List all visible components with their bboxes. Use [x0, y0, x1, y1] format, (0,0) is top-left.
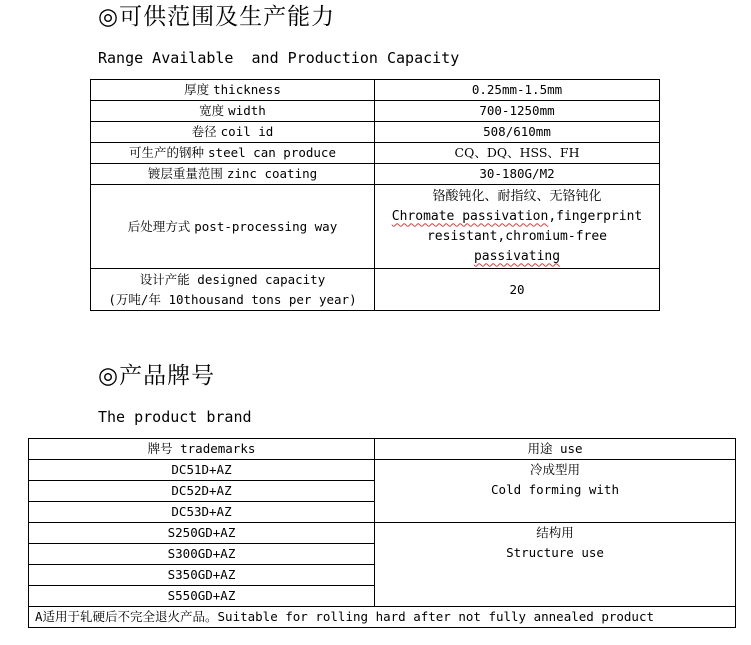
value-en-line3: passivating: [473, 248, 561, 264]
header-use: 用途 use: [375, 439, 736, 460]
use-en: Structure use: [506, 545, 604, 560]
row-value: 20: [375, 269, 660, 311]
value-cn: 铬酸钝化、耐指纹、无铬钝化: [432, 188, 602, 204]
table-row: [29, 523, 736, 544]
trademark-cell: S300GD+AZ: [29, 544, 375, 565]
use-cn: 结构用: [536, 525, 574, 540]
row-value: [375, 185, 660, 269]
value-en-line2: resistant,chromium-free: [426, 228, 607, 244]
range-capacity-table: [90, 79, 660, 311]
row-label: 镀层重量范围 zinc coating: [91, 164, 375, 185]
table-note: A适用于轧硬后不完全退火产品。Suitable for rolling hard after not fully annealed product: [29, 607, 736, 628]
row-value: 700-1250mm: [375, 101, 660, 122]
table-row: [91, 185, 660, 269]
use-en: Cold forming with: [491, 482, 619, 497]
table-row: [91, 269, 660, 311]
section-subheading-brand: The product brand: [98, 408, 252, 426]
row-label: [91, 269, 375, 311]
section-heading-range: ◎可供范围及生产能力: [98, 4, 336, 30]
trademark-cell: S550GD+AZ: [29, 586, 375, 607]
header-trademarks: 牌号 trademarks: [29, 439, 375, 460]
table-row: [29, 460, 736, 481]
trademark-cell: S350GD+AZ: [29, 565, 375, 586]
use-cell-cold: [375, 460, 736, 523]
trademark-cell: DC51D+AZ: [29, 460, 375, 481]
use-cn: 冷成型用: [529, 462, 580, 477]
product-brand-table: [28, 438, 736, 628]
row-value: 0.25mm-1.5mm: [375, 80, 660, 101]
trademark-cell: DC53D+AZ: [29, 502, 375, 523]
table-row: [91, 122, 660, 143]
row-label: 厚度 thickness: [91, 80, 375, 101]
table-row: [91, 80, 660, 101]
row-label: 后处理方式 post-processing way: [91, 185, 375, 269]
row-label: 可生产的钢种 steel can produce: [91, 143, 375, 164]
table-row: [91, 164, 660, 185]
table-row: [91, 143, 660, 164]
section-subheading-range: Range Available and Production Capacity: [98, 49, 460, 67]
table-row: [91, 101, 660, 122]
row-value: 30-180G/M2: [375, 164, 660, 185]
capacity-label-line2: (万吨/年 10thousand tons per year): [108, 291, 357, 307]
row-label: 卷径 coil id: [91, 122, 375, 143]
capacity-label-line1: 设计产能 designed capacity: [139, 271, 326, 287]
table-header-row: [29, 439, 736, 460]
trademark-cell: S250GD+AZ: [29, 523, 375, 544]
value-en-line1: Chromate passivation,fingerprint: [391, 208, 643, 224]
table-note-row: [29, 607, 736, 628]
row-value: CQ、DQ、HSS、FH: [375, 143, 660, 164]
use-cell-structure: [375, 523, 736, 607]
section-heading-brand: ◎产品牌号: [98, 363, 216, 389]
trademark-cell: DC52D+AZ: [29, 481, 375, 502]
row-label: 宽度 width: [91, 101, 375, 122]
row-value: 508/610mm: [375, 122, 660, 143]
